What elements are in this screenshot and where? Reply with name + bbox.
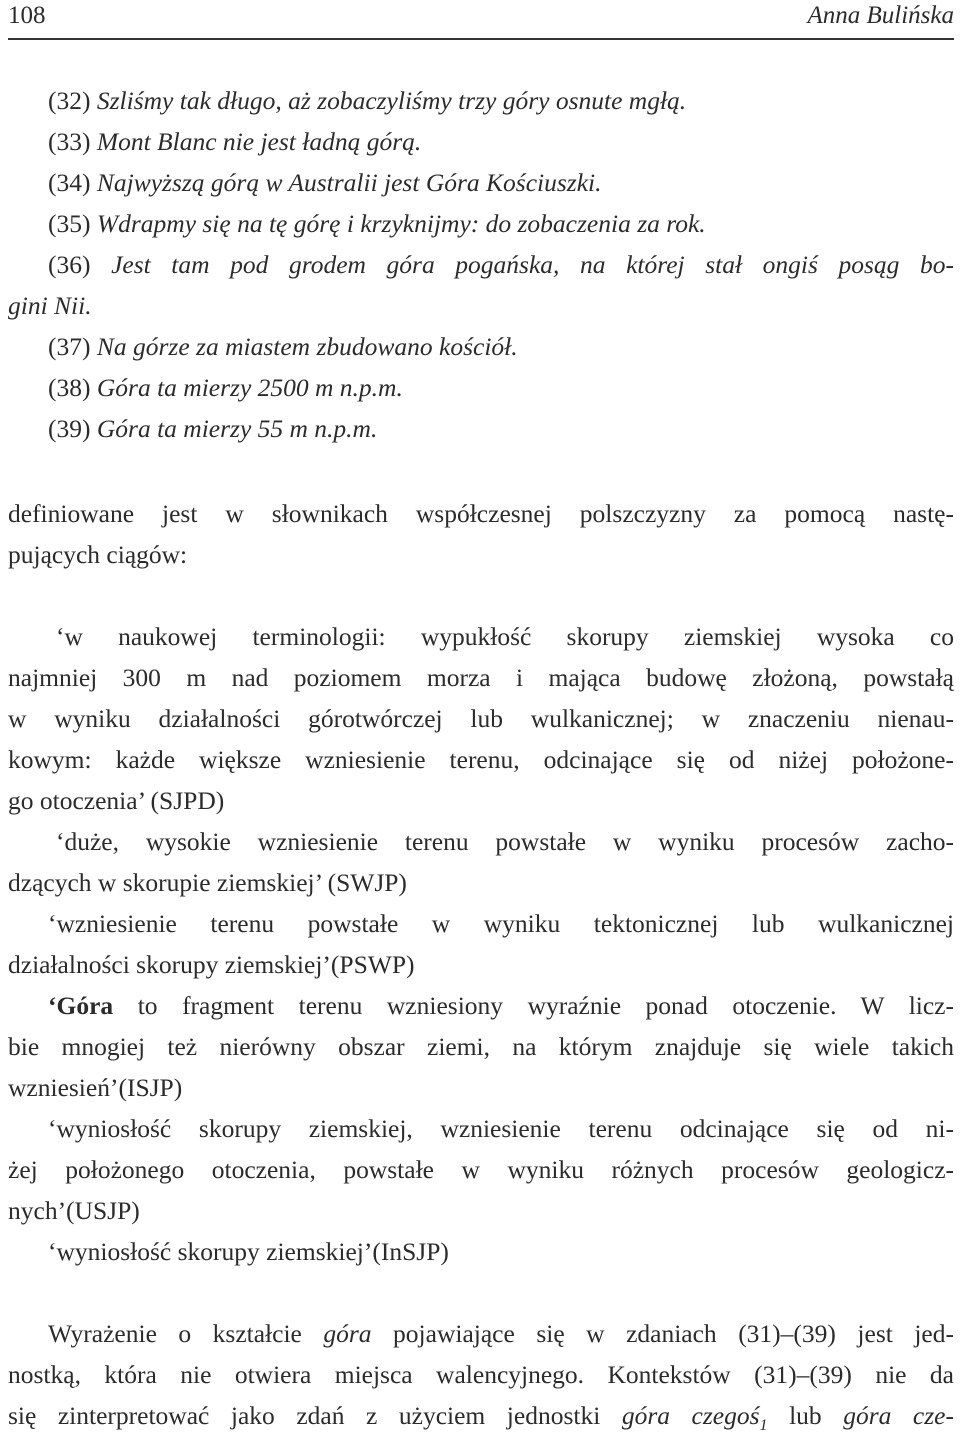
- definition-usjp: ‘wyniosłość skorupy ziemskiej, wzniesienie terenu odcinające się od ni- żej położonego otoczenia, powstałe w wyniku różnych procesów geologicz- nych’(USJP): [8, 1114, 954, 1225]
- definition-pswp: ‘wzniesienie terenu powstałe w wyniku tektonicznej lub wulkanicznej działalności skorupy ziemskiej’(PSWP): [8, 909, 954, 979]
- example-list: [8, 80, 954, 449]
- closing-paragraph: Wyrażenie o kształcie góra pojawiające się w zdaniach (31)–(39) jest jed- nostką, która nie otwiera miejsca walencyjnego. Kontekstów (31)–(39) nie da się zinterpretować jako zdań z użyciem jednostki góra czegoś$_1$ lub góra cze-: [8, 1319, 954, 1434]
- definition-insjp: ‘wyniosłość skorupy ziemskiej’(InSJP): [48, 1237, 449, 1266]
- definition-sjpd: ‘w naukowej terminologii: wypukłość skorupy ziemskiej wysoka co najmniej 300 m nad poziomem morza i mająca budowę złożoną, powstałą w wyniku działalności górotwórczej lub wulkanicznej; w znaczeniu nienau- kowym: każde większe wzniesienie terenu, odcinające się od niżej położone- go otoczenia’ (SJPD): [8, 622, 954, 815]
- running-head-author: Anna Bulińska: [807, 2, 954, 29]
- example-32: (32) Szliśmy tak długo, aż zobaczyliśmy trzy góry osnute mgłą.: [48, 86, 687, 115]
- page-header: [8, 0, 954, 32]
- definition-isjp: ‘Góra to fragment terenu wzniesiony wyraźnie ponad otoczenie. W licz- bie mnogiej też nierówny obszar ziemi, na którym znajduje się wiele takich wzniesień’(ISJP): [8, 991, 954, 1102]
- example-39: (39) Góra ta mierzy 55 m n.p.m.: [48, 414, 378, 443]
- example-34: (34) Najwyższą górą w Australii jest Góra Kościuszki.: [48, 168, 602, 197]
- intro-paragraph: definiowane jest w słownikach współczesnej polszczyzny za pomocą nastę- pujących ciągów:: [8, 499, 954, 569]
- header-rule: [8, 38, 954, 40]
- example-33: (33) Mont Blanc nie jest ładną górą.: [48, 127, 422, 156]
- definition-swjp: ‘duże, wysokie wzniesienie terenu powstałe w wyniku procesów zacho- dzących w skorupie ziemskiej’ (SWJP): [8, 827, 954, 897]
- example-36-continuation: gini Nii.: [8, 291, 92, 320]
- example-37: (37) Na górze za miastem zbudowano kościół.: [48, 332, 518, 361]
- example-36: (36) Jest tam pod grodem góra pogańska, na której stał ongiś posąg bo-: [48, 250, 954, 279]
- example-38: (38) Góra ta mierzy 2500 m n.p.m.: [48, 373, 403, 402]
- page-number: 108: [8, 2, 46, 29]
- example-35: (35) Wdrapmy się na tę górę i krzyknijmy: do zobaczenia za rok.: [48, 209, 706, 238]
